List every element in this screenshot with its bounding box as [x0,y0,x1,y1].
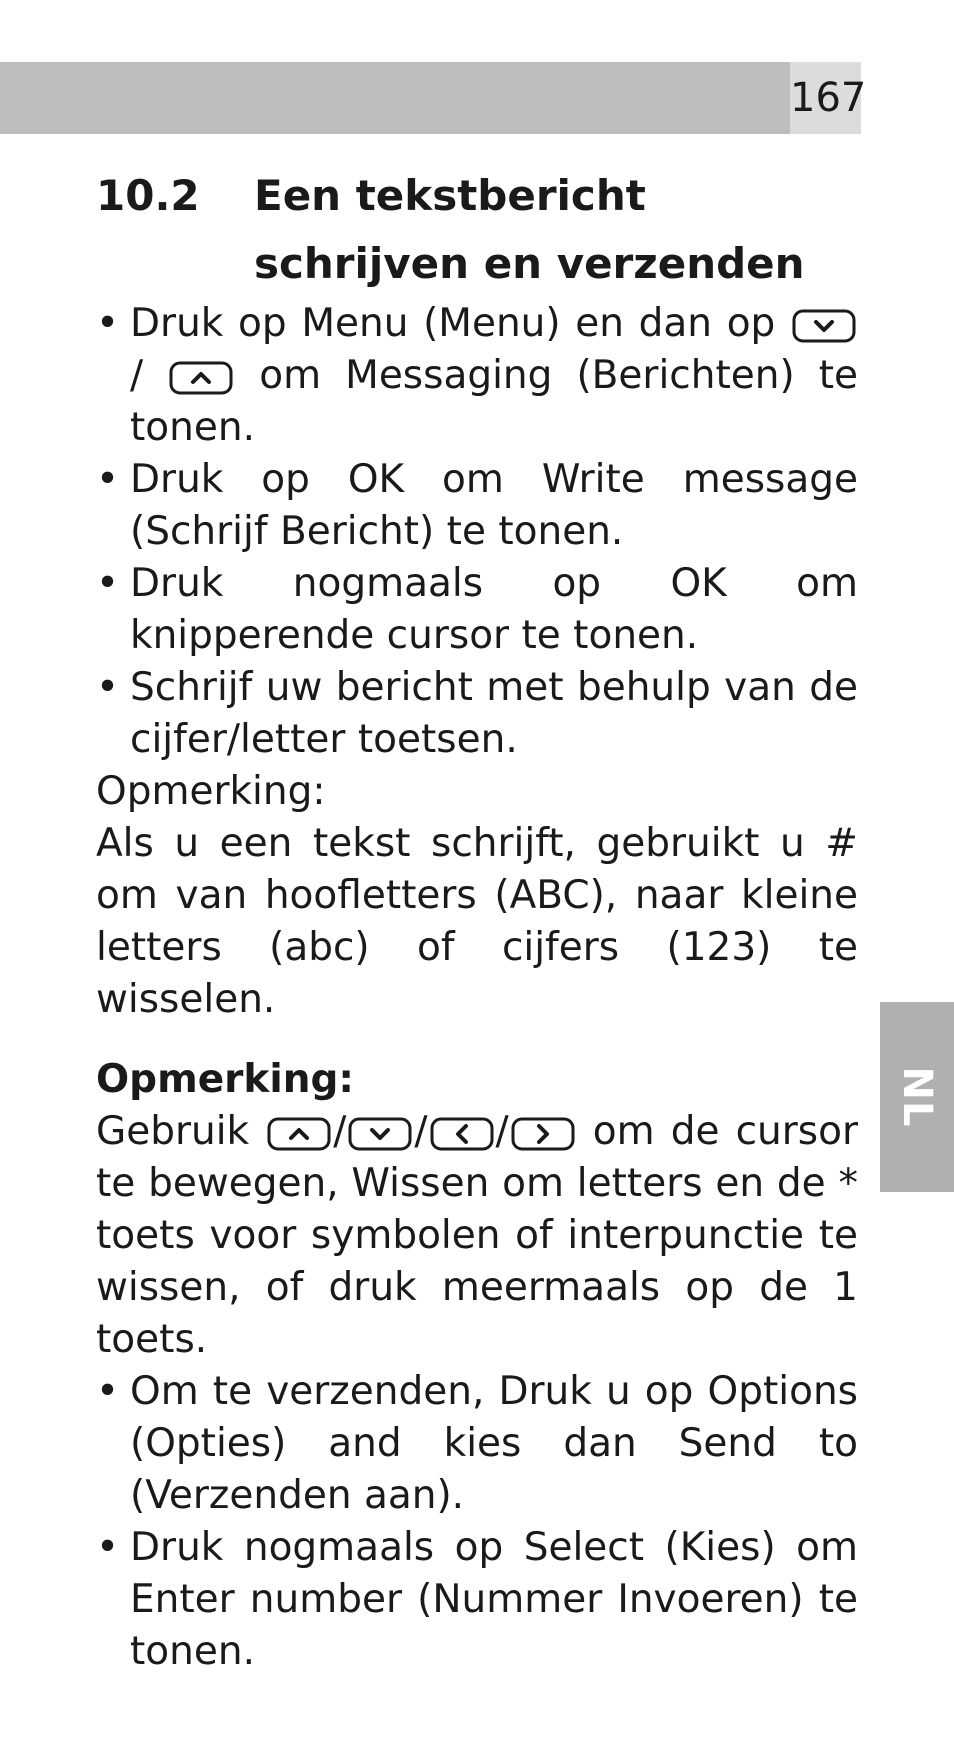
language-tab-label: NL [894,1066,940,1128]
separator: / [414,1109,428,1154]
list-item: • Druk op OK om Write message (Schrijf Bericht) te tonen. [96,454,858,558]
note-text-start: Gebruik [96,1109,250,1154]
note-label-bold: Opmerking: [96,1057,354,1102]
list-item [96,298,858,454]
separator: / [495,1109,509,1154]
list-item: • Druk nogmaals op OK om knipperende cursor te tonen. [96,558,858,662]
language-tab [880,1002,954,1192]
page-number: 167 [790,62,861,134]
separator: / [333,1109,347,1154]
list-item: • Druk nogmaals op Select (Kies) om Enter number (Nummer Invoeren) te tonen. [96,1522,858,1678]
header-bar [0,62,790,134]
note-cursor-text [96,1106,858,1366]
note-text-end: om de cursor te bewegen, Wissen om letters en de * toets voor symbolen of interpunctie te wissen, of druk meermaals op de 1 toets. [96,1109,858,1362]
separator: / [130,353,144,398]
step-text: om Messaging (Berichten) te tonen. [130,353,859,450]
list-item: • Schrijf uw bericht met behulp van de cijfer/letter toetsen. [96,662,858,766]
left-key-icon [430,1117,494,1151]
down-key-icon [792,309,856,343]
note-text: Als u een tekst schrijft, gebruikt u # om van hoofletters (ABC), naar kleine letters (abc) of cijfers (123) te wisselen. [96,821,858,1022]
section-number: 10.2 [96,171,200,220]
page-content [96,162,858,1678]
section-heading [96,162,858,298]
up-key-icon [267,1117,331,1151]
up-key-icon [169,361,233,395]
down-key-icon [348,1117,412,1151]
right-key-icon [511,1117,575,1151]
note-label: Opmerking: [96,769,326,814]
step-text: Druk op Menu (Menu) en dan op [130,301,776,346]
list-item: • Om te verzenden, Druk u op Options (Opties) and kies dan Send to (Verzenden aan). [96,1366,858,1522]
section-title: Een tekstbericht schrijven en verzenden [254,171,805,288]
